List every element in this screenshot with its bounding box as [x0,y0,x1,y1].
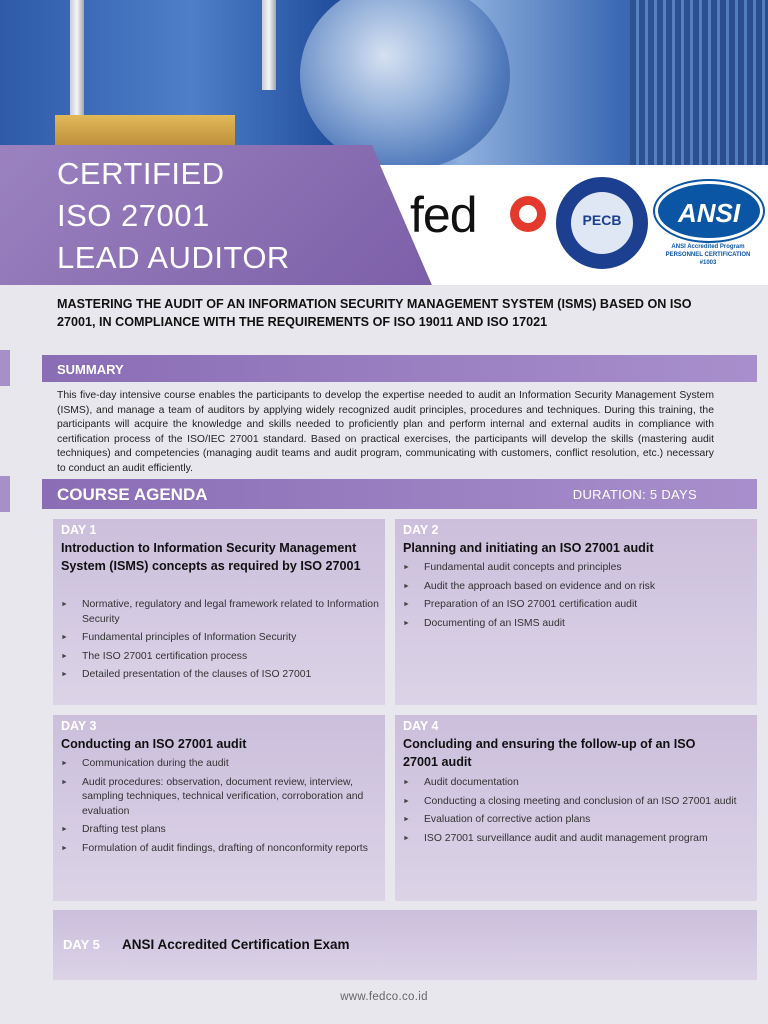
title-line-3: LEAD AUDITOR [57,240,290,275]
day-label: DAY 4 [403,719,439,733]
list-item: ► Documenting of an ISMS audit [403,617,743,632]
agenda-heading-bar [42,479,757,509]
list-item: ► Normative, regulatory and legal framework related to Information Security [61,598,381,627]
padlock-shackle-image [262,0,276,90]
list-item: ► Audit documentation [403,776,743,791]
day-title: Conducting an ISO 27001 audit [61,737,247,751]
day-topic-list [403,561,743,635]
list-item: ► ISO 27001 surveillance audit and audit management program [403,832,743,847]
list-item: ► Formulation of audit findings, drafting of nonconformity reports [61,842,381,857]
section-tab-marker [0,476,10,512]
pecb-logo-text: PECB [582,212,622,228]
day-1-card [53,519,385,705]
list-item: ► Audit procedures: observation, document review, interview, sampling techniques, technical verification, corroboration and evaluation [61,776,381,820]
day-title: Concluding and ensuring the follow-up of an ISO 27001 audit [403,737,696,769]
day-label: DAY 1 [61,523,97,537]
day-2-card [395,519,757,705]
ansi-caption-line-3: #1003 [699,260,717,266]
list-item: ► Fundamental audit concepts and principles [403,561,743,576]
day-3-card [53,715,385,901]
day-topic-list [61,757,381,860]
day-title: Introduction to Information Security Management System (ISMS) concepts as required by ISO 27001 [61,541,361,573]
day-topic-list [61,598,381,687]
day-label: DAY 2 [403,523,439,537]
globe-image [300,0,510,170]
website-link[interactable]: www.fedco.co.id [340,991,428,1003]
ansi-caption-line-2: PERSONNEL CERTIFICATION [665,252,751,258]
list-item: ► Audit the approach based on evidence and on risk [403,580,743,595]
ansi-logo [655,181,763,241]
title-line-1: CERTIFIED [57,156,225,191]
pecb-seal-logo [556,177,648,269]
padlock-shackle-image [70,0,84,120]
agenda-heading: COURSE AGENDA [57,485,208,504]
day-4-card [395,715,757,901]
fedc-logo-mark-icon [510,196,546,232]
day-label: DAY 3 [61,719,97,733]
duration-label: DURATION: 5 DAYS [572,487,697,502]
day-topic-list [403,776,743,850]
fedc-logo: fed [410,187,477,243]
list-item: ► Preparation of an ISO 27001 certification audit [403,598,743,613]
list-item: ► The ISO 27001 certification process [61,650,381,665]
ansi-caption-line-1: ANSI Accredited Program [671,244,745,250]
list-item: ► Detailed presentation of the clauses of ISO 27001 [61,668,381,683]
list-item: ► Evaluation of corrective action plans [403,813,743,828]
hero-photo [0,0,768,165]
summary-heading-bar [42,355,757,382]
building-image [630,0,768,165]
list-item: ► Drafting test plans [61,823,381,838]
ansi-logo-text: ANSI [677,198,741,228]
course-subtitle: MASTERING THE AUDIT OF AN INFORMATION SECURITY MANAGEMENT SYSTEM (ISMS) BASED ON ISO 27001, IN COMPLIANCE WITH THE REQUIREMENTS OF ISO 19011 AND ISO 17021 [57,297,692,329]
list-item: ► Communication during the audit [61,757,381,772]
summary-text: This five-day intensive course enables the participants to develop the expertise needed to audit an Information Security Management System (ISMS), and manage a team of auditors by applying widely recognized audit principles, procedures and techniques. During this training, the participants will acquire the knowledge and skills needed to proficiently plan and perform internal and external audits in compliance with certification process of the ISO/IEC 27001 standard. Based on practical exercises, the participants will develop the skills (mastering audit techniques) and competencies (managing audit teams and audit program, communicating with customers, conflict resolution, etc.) necessary to conduct an audit efficiently. [57,390,714,474]
day-title: ANSI Accredited Certification Exam [122,937,350,952]
list-item: ► Fundamental principles of Information Security [61,631,381,646]
section-tab-marker [0,350,10,386]
title-line-2: ISO 27001 [57,198,210,233]
day-title: Planning and initiating an ISO 27001 audit [403,541,654,555]
summary-heading: SUMMARY [57,362,124,377]
list-item: ► Conducting a closing meeting and conclusion of an ISO 27001 audit [403,795,743,810]
day-5-card [53,910,757,980]
day-label: DAY 5 [63,937,100,952]
